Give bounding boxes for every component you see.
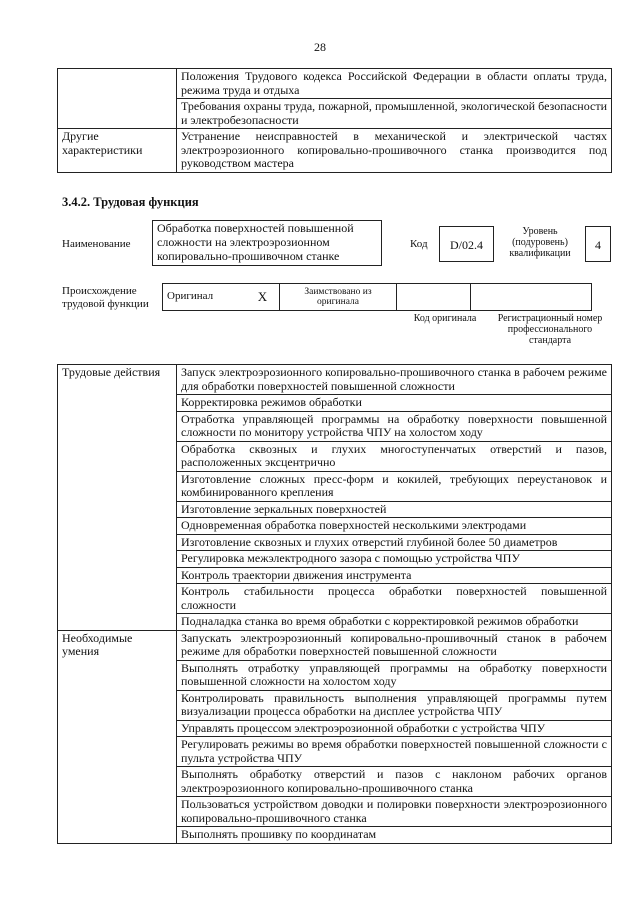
- code-value: D/02.4: [439, 226, 494, 262]
- origin-table: [162, 283, 592, 311]
- reg-number-caption: Регистрационный номер профессионального стандарта: [497, 313, 603, 346]
- table-cell: Управлять процессом электроэрозионной обработки с устройства ЧПУ: [177, 720, 612, 737]
- table-row: [58, 69, 612, 99]
- table-cell: Контролировать правильность выполнения управляющей программы путем визуализации процесса обработки на дисплее устройства ЧПУ: [177, 690, 612, 720]
- origin-label: Происхождение трудовой функции: [62, 285, 149, 310]
- table-cell: Обработка сквозных и глухих многоступенчатых отверстий и пазов, расположенных эксцентрично: [177, 441, 612, 471]
- table-cell: Отработка управляющей программы на обработку поверхности повышенной сложности по монитору устройства ЧПУ на холостом ходу: [177, 411, 612, 441]
- table-cell: Запускать электроэрозионный копировально-прошивочный станок в рабочем режиме для обработки поверхностей повышенной сложности: [177, 630, 612, 660]
- table-cell: Контроль траектории движения инструмента: [177, 567, 612, 584]
- table-cell: Запуск электроэрозионного копировально-прошивочного станка в рабочем режиме для обработки поверхностей повышенной сложности: [177, 365, 612, 395]
- level-label: Уровень (подуровень) квалификации: [509, 226, 571, 259]
- row-label: [58, 69, 177, 129]
- table-cell: Одновременная обработка поверхностей несколькими электродами: [177, 518, 612, 535]
- table-cell: Изготовление сложных пресс-форм и кокилей, требующих переустановок и комбинированного крепления: [177, 471, 612, 501]
- row-label: Трудовые действия: [58, 365, 177, 631]
- main-table: [57, 364, 612, 844]
- table-row: [58, 365, 612, 395]
- table-cell: Устранение неисправностей в механической и электрической частях электроэрозионного копировально-прошивочного станка производится под руководством мастера: [177, 129, 612, 173]
- table-cell: Изготовление зеркальных поверхностей: [177, 501, 612, 518]
- code-original-caption: Код оригинала: [413, 313, 477, 324]
- name-value: Обработка поверхностей повышенной сложности на электроэрозионном копировально-прошивочном станке: [152, 220, 382, 266]
- table-cell: Пользоваться устройством доводки и полировки поверхности электроэрозионного копировально-прошивочного станка: [177, 797, 612, 827]
- table-cell: Корректировка режимов обработки: [177, 395, 612, 412]
- table-cell: Контроль стабильности процесса обработки поверхностей повышенной сложности: [177, 584, 612, 614]
- table-cell: Регулировка межэлектродного зазора с помощью устройства ЧПУ: [177, 551, 612, 568]
- table-cell: Выполнять обработку отверстий и пазов с наклоном рабочих органов электроэрозионного копировально-прошивочного станка: [177, 767, 612, 797]
- table-cell: Требования охраны труда, пожарной, промышленной, экологической безопасности и электробезопасности: [177, 99, 612, 129]
- row-label: Необходимые умения: [58, 630, 177, 843]
- section-title: 3.4.2. Трудовая функция: [62, 195, 199, 209]
- page-number: 28: [314, 40, 326, 54]
- row-label: Другие характеристики: [58, 129, 177, 173]
- code-original-cell: [397, 284, 471, 311]
- table-row: [58, 129, 612, 173]
- table-cell: Выполнять отработку управляющей программы на обработку поверхности повышенной сложности на холостом ходу: [177, 660, 612, 690]
- table-cell: Положения Трудового кодекса Российской Федерации в области оплаты труда, режима труда и отдыха: [177, 69, 612, 99]
- original-mark: X: [246, 284, 280, 311]
- name-label: Наименование: [62, 238, 131, 250]
- table-cell: Подналадка станка во время обработки с корректировкой режимов обработки: [177, 614, 612, 631]
- borrowed-label: Заимствовано из оригинала: [280, 284, 397, 311]
- table-cell: Выполнять прошивку по координатам: [177, 827, 612, 844]
- table-row: [58, 630, 612, 660]
- level-value: 4: [585, 226, 611, 262]
- top-table: [57, 68, 612, 173]
- table-cell: Регулировать режимы во время обработки поверхностей повышенной сложности с пульта устройства ЧПУ: [177, 737, 612, 767]
- table-cell: Изготовление сквозных и глухих отверстий глубиной более 50 диаметров: [177, 534, 612, 551]
- code-label: Код: [410, 238, 428, 250]
- reg-number-cell: [471, 284, 592, 311]
- original-label: Оригинал: [163, 284, 247, 311]
